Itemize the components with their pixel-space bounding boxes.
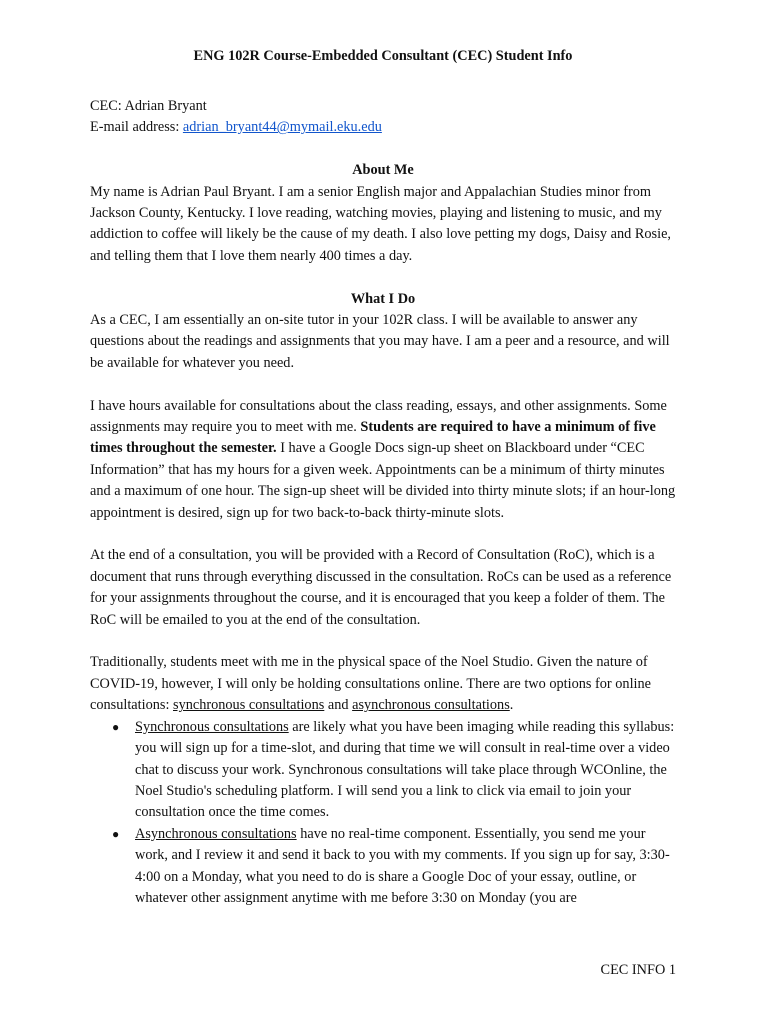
para2-start: I have hours available for consultations about the class reading, essays, and other assignments. Some assignments may require you to meet with me. (90, 397, 667, 436)
para2-end: I have a Google Docs sign-up sheet on Blackboard under “CEC Information” that has my hours for a given week. Appointments can be a minimum of thirty minutes and a maximum of one hour. The sign-up sheet will be divided into thirty minute slots; if an hour-long appointment is desired, sign up for two back-to-back thirty-minute slots. (90, 440, 676, 521)
what-paragraph-2 (90, 396, 676, 524)
spacer (90, 267, 676, 288)
spacer (90, 374, 676, 395)
spacer (90, 139, 676, 160)
bullet-term: Synchronous consultations (135, 718, 289, 735)
what-heading: What I Do (350, 290, 416, 307)
page-footer: CEC INFO 1 (600, 962, 676, 978)
about-heading: About Me (352, 162, 414, 179)
what-paragraph-4 (90, 652, 676, 716)
spacer (90, 524, 676, 545)
email-label: E-mail address: (90, 119, 183, 136)
spacer (90, 66, 676, 96)
para4-and: and (324, 697, 353, 714)
synchronous-term: synchronous consultations (173, 697, 325, 714)
consultation-options-list (90, 717, 676, 910)
cec-name: CEC: Adrian Bryant (90, 98, 207, 114)
asynchronous-term: asynchronous consultations (352, 697, 510, 714)
spacer (90, 631, 676, 652)
bullet-icon: ● (112, 719, 120, 734)
para4-start: Traditionally, students meet with me in the physical space of the Noel Studio. Given the nature of COVID-19, however, I will only be holding consultations online. There are two options for online consultations: (90, 654, 652, 714)
bullet-text: have no real-time component. Essentially, you send me your work, and I review it and send it back to you with my comments. If you sign up for say, 3:30-4:00 on a Monday, what you need to do is share a Google Doc of your essay, outline, or whatever other assignment anytime with me before 3:30 on Monday (you are (135, 825, 670, 906)
list-item (90, 824, 676, 910)
list-item (90, 717, 676, 824)
email-line (90, 117, 676, 138)
requirement-bold: Students are required to have a minimum of five times throughout the semester. (90, 419, 656, 457)
about-paragraph: My name is Adrian Paul Bryant. I am a senior English major and Appalachian Studies minor from Jackson County, Kentucky. I love reading, watching movies, playing and listening to music, and my addiction to coffee will likely be the cause of my death. I also love petting my dogs, Daisy and Rosie, and telling them that I love them nearly 400 times a day. (90, 183, 672, 264)
page-title: ENG 102R Course-Embedded Consultant (CEC) Student Info (193, 48, 573, 64)
what-paragraph-1: As a CEC, I am essentially an on-site tutor in your 102R class. I will be available to answer any questions about the readings and assignments that you may have. I am a peer and a resource, and will be available for whatever you need. (90, 312, 670, 371)
what-paragraph-3: At the end of a consultation, you will be provided with a Record of Consultation (RoC), which is a document that runs through everything discussed in the consultation. RoCs can be used as a reference for your assignments throughout the course, and it is encouraged that you keep a folder of them. The RoC will be emailed to you at the end of the consultation. (90, 547, 672, 628)
document-body (90, 46, 676, 909)
bullet-icon: ● (112, 826, 120, 841)
para4-end: . (509, 697, 514, 714)
bullet-text: are likely what you have been imaging while reading this syllabus: you will sign up for a time-slot, and during that time we will consult in real-time over a video chat to discuss your work. Synchronous consultations will take place through WCOnline, the Noel Studio's scheduling platform. I will send you a link to click via email to join your consultation once the time comes. (135, 718, 675, 821)
bullet-term: Asynchronous consultations (135, 825, 297, 842)
email-link[interactable]: adrian_bryant44@mymail.eku.edu (182, 119, 382, 136)
